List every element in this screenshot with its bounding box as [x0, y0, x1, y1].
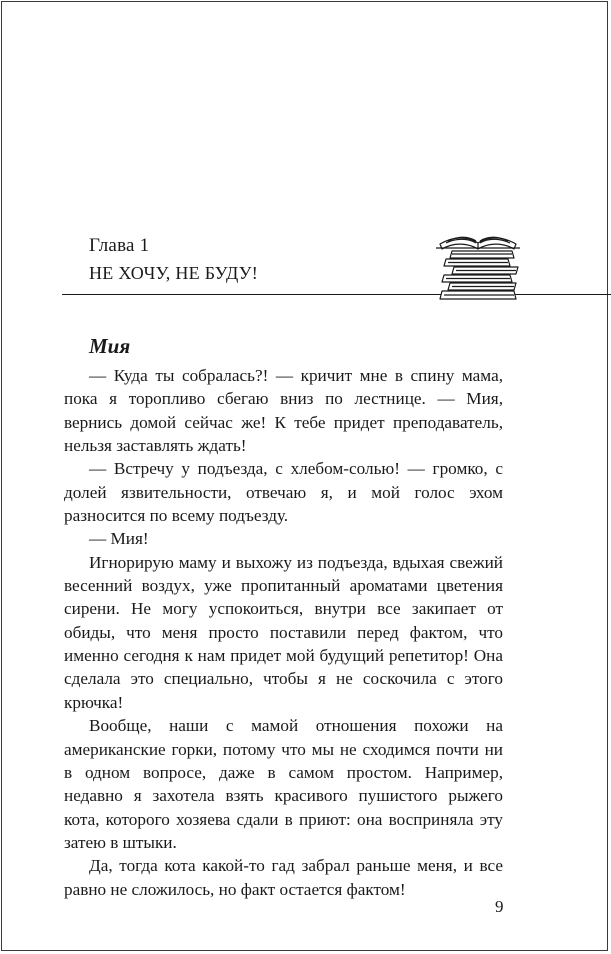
chapter-title: НЕ ХОЧУ, НЕ БУДУ!: [89, 263, 259, 283]
header-divider: [62, 294, 611, 295]
paragraph: — Куда ты собралась?! — кричит мне в спину мама, пока я торопливо сбегаю вниз по лестнице. — Мия, вернись домой сейчас же! К тебе придет преподаватель, нельзя заставлять ждать!: [64, 366, 503, 456]
section-heading: Мия: [89, 334, 131, 358]
page-number: 9: [495, 897, 504, 916]
paragraph: — Мия!: [89, 529, 149, 549]
chapter-label: Глава 1: [89, 235, 150, 256]
paragraph: — Встречу у подъезда, с хлебом-солью! — громко, с долей язвительности, отвечаю я, и мой голос эхом разносится по всему подъезду.: [64, 459, 503, 526]
paragraph: Да, тогда кота какой-то гад забрал раньше меня, и все равно не сложилось, но факт остается фактом!: [64, 856, 503, 899]
paragraph: Игнорирую маму и выхожу из подъезда, вдыхая свежий весенний воздух, уже пропитанный ароматами цветения сирени. Не могу успокоиться, внутри все закипает от обиды, что меня просто поставили перед фактом, что именно сегодня к нам придет мой будущий репетитор! Она сделала это специально, чтобы я не соскочила с этого крючка!: [64, 552, 503, 712]
body-text: [64, 364, 503, 901]
stack-of-books-icon: [430, 228, 526, 308]
paragraph: Вообще, наши с мамой отношения похожи на американские горки, потому что мы не сходимся почти ни в одном вопросе, даже в самом простом. Например, недавно я захотела взять красивого пушистого рыжего кота, которого хозяева сдали в приют: она восприняла эту затею в штыки.: [64, 716, 503, 852]
